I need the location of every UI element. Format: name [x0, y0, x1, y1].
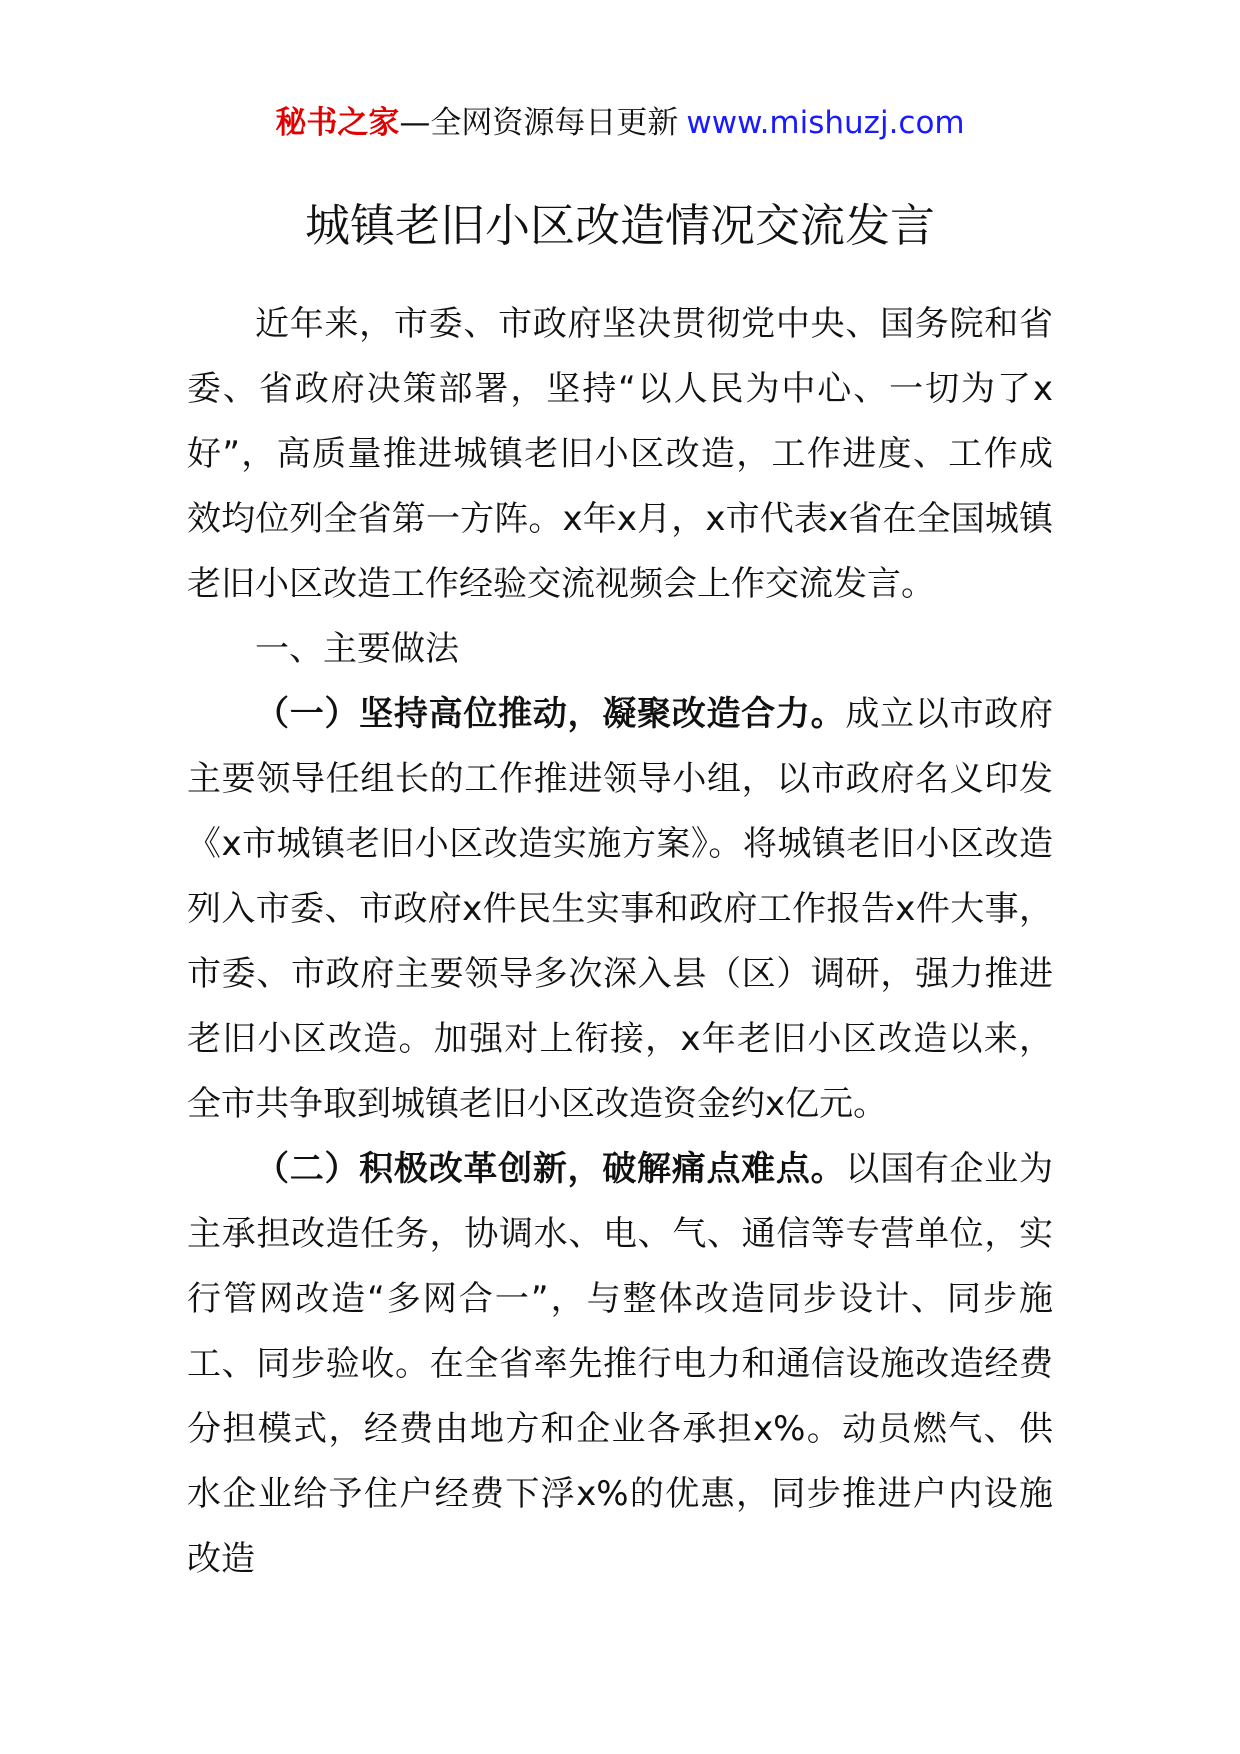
- item-1-body: 成立以市政府主要领导任组长的工作推进领导小组，以市政府名义印发《x市城镇老旧小区改造实施方案》。将城镇老旧小区改造列入市委、市政府x件民生实事和政府工作报告x件大事，市委、市政府主要领导多次深入县（区）调研，强力推进老旧小区改造。加强对上衔接，x年老旧小区改造以来，全市共争取到城镇老旧小区改造资金约x亿元。: [187, 694, 1054, 1124]
- item-2-body: 以国有企业为主承担改造任务，协调水、电、气、通信等专营单位，实行管网改造“多网合一”，与整体改造同步设计、同步施工、同步验收。在全省率先推行电力和通信设施改造经费分担模式，经费由地方和企业各承担x%。动员燃气、供水企业给予住户经费下浮x%的优惠，同步推进户内设施改造: [187, 1149, 1054, 1579]
- intro-paragraph: 近年来，市委、市政府坚决贯彻党中央、国务院和省委、省政府决策部署，坚持“以人民为中心、一切为了x好”，高质量推进城镇老旧小区改造，工作进度、工作成效均位列全省第一方阵。x年x月，x市代表x省在全国城镇老旧小区改造工作经验交流视频会上作交流发言。: [187, 304, 1053, 604]
- item-1-paragraph: [187, 682, 1053, 1137]
- section-heading: 一、主要做法: [255, 629, 459, 669]
- item-1-lead: （一）坚持高位推动，凝聚改造合力。: [255, 694, 846, 734]
- site-header: [0, 103, 1240, 143]
- item-2-lead: （二）积极改革创新，破解痛点难点。: [255, 1149, 846, 1189]
- item-2-paragraph: [187, 1137, 1053, 1592]
- document-title: 城镇老旧小区改造情况交流发言: [304, 199, 935, 252]
- document-body: [187, 292, 1053, 1592]
- site-url-link[interactable]: www.mishuzj.com: [686, 105, 965, 141]
- brand-name: 秘书之家: [275, 105, 400, 141]
- header-tagline: —全网资源每日更新: [399, 105, 679, 141]
